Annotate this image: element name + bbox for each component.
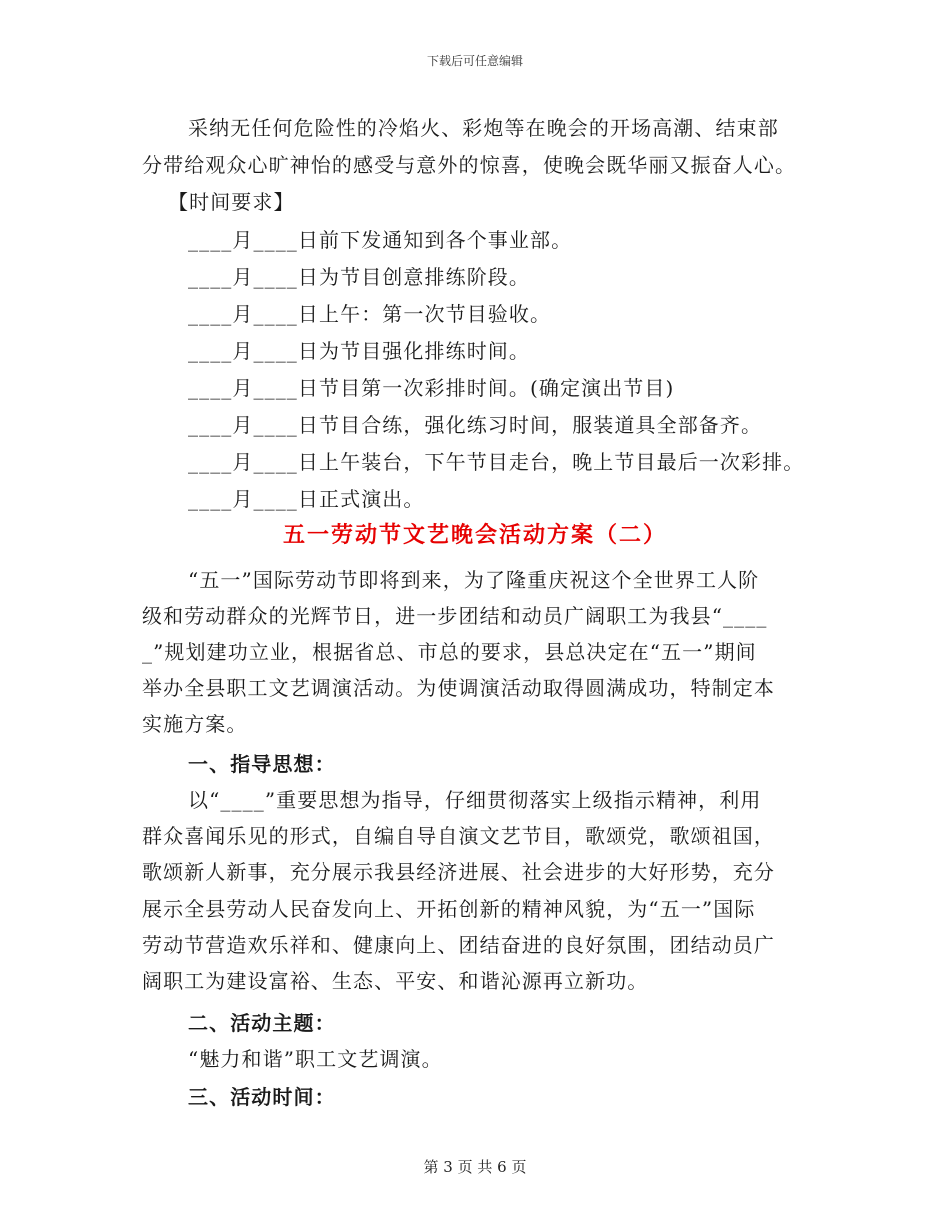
paragraph-1-line: _”规划建功立业，根据省总、市总的要求，县总决定在“五一”期间: [142, 640, 757, 664]
schedule-item: ____月____日前下发通知到各个事业部。: [188, 228, 573, 252]
schedule-item: ____月____日为节目强化排练时间。: [188, 339, 530, 363]
section-heading-guiding-thought: 一、指导思想：: [188, 752, 336, 776]
paragraph-2-line: 劳动节营造欢乐祥和、健康向上、团结奋进的良好氛围，团结动员广: [142, 933, 775, 957]
paragraph-1-line: “五一”国际劳动节即将到来，为了隆重庆祝这个全世界工人阶: [188, 568, 760, 592]
intro-line-1: 采纳无任何危险性的冷焰火、彩炮等在晚会的开场高潮、结束部: [188, 116, 779, 140]
schedule-item: ____月____日为节目创意排练阶段。: [188, 265, 530, 289]
theme-text: “魅力和谐”职工文艺调演。: [188, 1047, 443, 1071]
page-footer: 第 3 页 共 6 页: [423, 1158, 527, 1176]
paragraph-2-line: 以“____”重要思想为指导，仔细贯彻落实上级指示精神，利用: [188, 788, 762, 812]
schedule-item: ____月____日节目合练，强化练习时间，服装道具全部备齐。: [188, 413, 763, 437]
paragraph-2-line: 歌颂新人新事，充分展示我县经济进展、社会进步的大好形势，充分: [142, 860, 775, 884]
time-requirement-heading: 【时间要求】: [168, 190, 295, 214]
schedule-item: ____月____日正式演出。: [188, 487, 425, 511]
section-heading-time: 三、活动时间：: [188, 1085, 336, 1109]
schedule-item: ____月____日上午装台，下午节目走台，晚上节目最后一次彩排。: [188, 450, 805, 474]
document-title: 五一劳动节文艺晚会活动方案（二）: [282, 522, 667, 548]
paragraph-1-line: 实施方案。: [142, 712, 248, 736]
paragraph-2-line: 展示全县劳动人民奋发向上、开拓创新的精神风貌，为“五一”国际: [142, 897, 756, 921]
paragraph-2-line: 群众喜闻乐见的形式，自编自导自演文艺节目，歌颂党，歌颂祖国，: [142, 824, 775, 848]
page-header: 下载后可任意编辑: [426, 54, 523, 68]
intro-line-2: 分带给观众心旷神怡的感受与意外的惊喜，使晚会既华丽又振奋人心。: [142, 153, 797, 177]
schedule-item: ____月____日节目第一次彩排时间。(确定演出节目): [188, 376, 675, 400]
paragraph-2-line: 阔职工为建设富裕、生态、平安、和谐沁源再立新功。: [142, 969, 649, 993]
paragraph-1-line: 举办全县职工文艺调演活动。为使调演活动取得圆满成功，特制定本: [142, 676, 775, 700]
paragraph-1-line: 级和劳动群众的光辉节日，进一步团结和动员广阔职工为我县“____: [142, 604, 768, 628]
section-heading-theme: 二、活动主题：: [188, 1011, 336, 1035]
schedule-item: ____月____日上午：第一次节目验收。: [188, 302, 552, 326]
